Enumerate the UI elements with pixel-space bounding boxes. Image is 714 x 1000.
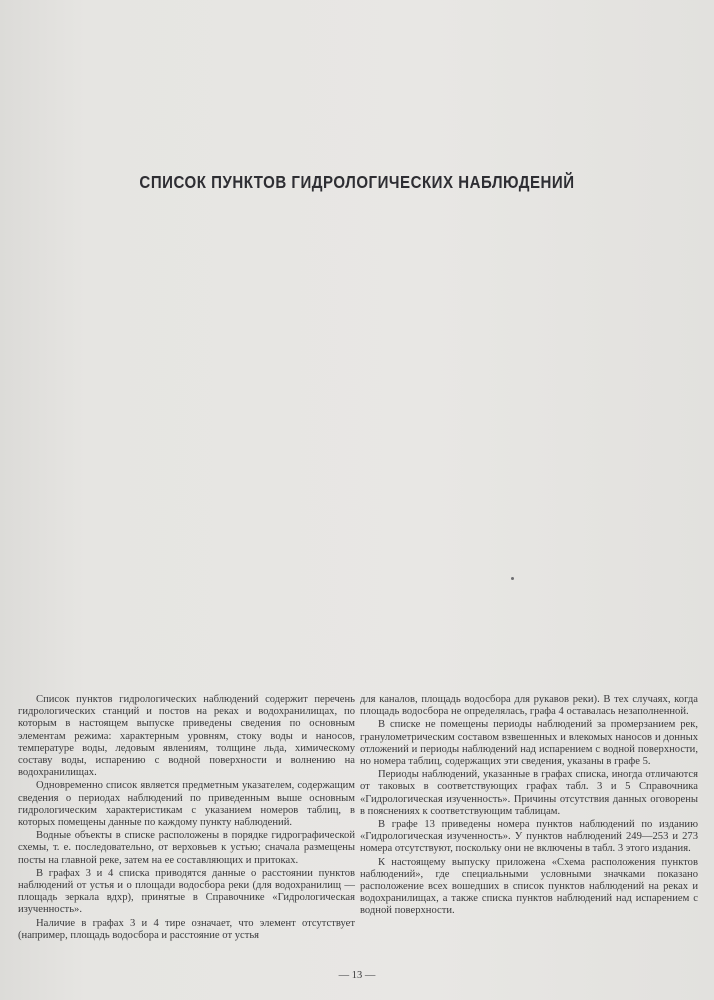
left-text-column — [18, 694, 355, 942]
right-text-column — [360, 694, 698, 918]
paragraph: Водные объекты в списке расположены в порядке гидрографической схемы, т. е. последовательно, от верховьев к устью; сначала размещены посты на главной реке, затем на ее составляющих и притоках. — [18, 830, 355, 866]
paragraph: Наличие в графах 3 и 4 тире означает, что элемент отсутствует (например, площадь водосбора и расстояние от устья — [18, 917, 355, 941]
paragraph: Одновременно список является предметным указателем, содержащим сведения о периодах наблюдений по приведенным выше основным гидрологическим характеристикам с указанием номеров таблиц, в которых помещены данные по каждому пункту наблюдений. — [18, 780, 355, 829]
paragraph: В графе 13 приведены номера пунктов наблюдений по изданию «Гидрологическая изученность». У пунктов наблюдений 249—253 и 273 номера отсутствуют, поскольку они не включены в табл. 3 этого издания. — [360, 819, 698, 855]
paragraph: В графах 3 и 4 списка приводятся данные о расстоянии пунктов наблюдений от устья и о площади водосбора реки (для водохранилищ — площадь зеркала вдхр), принятые в Справочнике «Гидрологическая изученность». — [18, 867, 355, 916]
paragraph: В списке не помещены периоды наблюдений за промерзанием рек, гранулометрическим составом взвешенных и влекомых наносов и донных отложений и периоды наблюдений над испарением с водной поверхности, но номера таблиц, содержащих эти сведения, указаны в графе 5. — [360, 719, 698, 768]
paragraph-continuation: для каналов, площадь водосбора для рукавов реки). В тех случаях, когда площадь водосбора не определялась, графа 4 оставалась незаполненной. — [360, 694, 698, 718]
paragraph: Периоды наблюдений, указанные в графах списка, иногда отличаются от таковых в соответствующих графах табл. 3 и 5 Справочника «Гидрологическая изученность». Причины отсутствия данных оговорены в пояснениях к соответствующим таблицам. — [360, 769, 698, 817]
paragraph: Список пунктов гидрологических наблюдений содержит перечень гидрологических станций и постов на реках и водохранилищах, по которым в настоящем выпуске приведены сведения по основным элементам режима: характерным уровням, стоку воды и наносов, температуре воды, ледовым явлениям, толщине льда, химическому составу воды, испарению с водной поверхности и волнению на водохранилищах. — [18, 694, 355, 779]
page-number: — 13 — — [338, 970, 376, 981]
paragraph: К настоящему выпуску приложена «Схема расположения пунктов наблюдений», где специальными условными значками показано расположение всех вошедших в список пунктов наблюдений на реках и водохранилищах, а также списка пунктов наблюдений над испарением с водной поверхности. — [360, 856, 698, 917]
print-speck — [511, 577, 514, 580]
page-title: СПИСОК ПУНКТОВ ГИДРОЛОГИЧЕСКИХ НАБЛЮДЕНИЙ — [139, 172, 575, 192]
